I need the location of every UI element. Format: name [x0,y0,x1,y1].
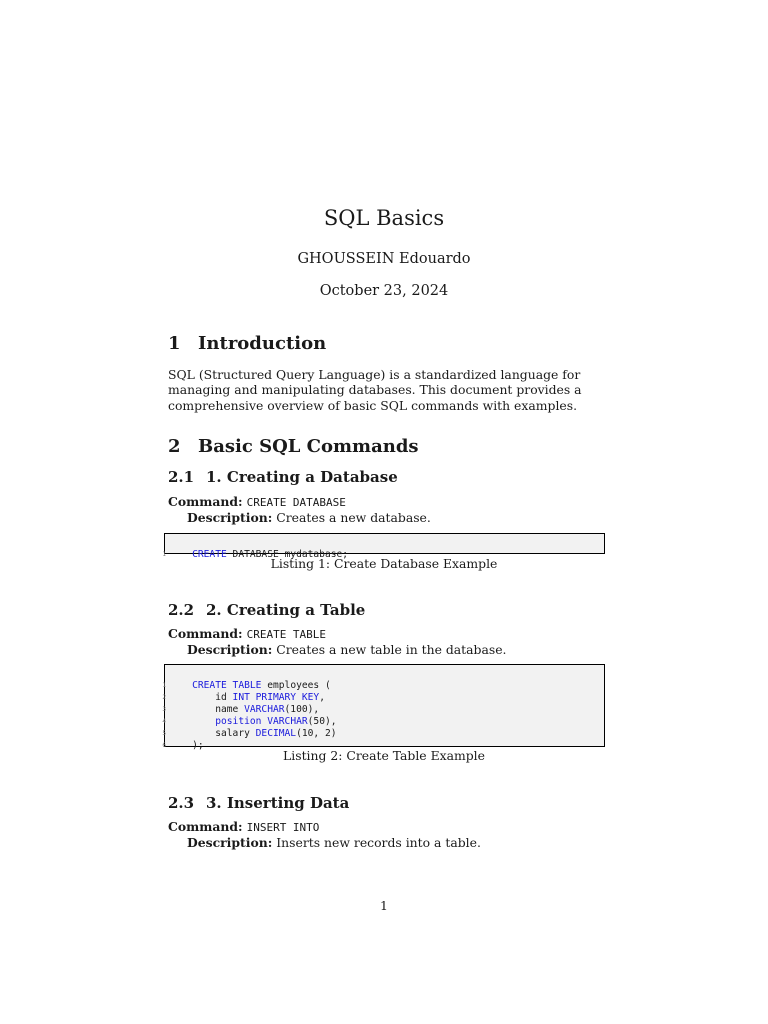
subsection-heading-create-table [168,601,365,619]
description-line [187,835,481,850]
code-listing-1 [162,533,605,560]
code-line [162,716,337,739]
code-token: id [192,692,233,703]
section-title: Basic SQL Commands [198,436,419,457]
document-date: October 23, 2024 [319,283,449,299]
subsection-number: 2.2 [168,601,195,619]
section-number: 1 [168,333,181,354]
description-label: Description: [187,642,273,657]
description-line [187,510,431,525]
code-token: employees ( [261,680,331,691]
code-token: KEY [301,692,320,703]
line-number: 1 [162,551,166,558]
code-token: DATABASE mydatabase; [226,549,349,560]
section-heading-basic-commands [168,436,419,457]
listing-caption: Listing 2: Create Table Example [283,748,485,763]
subsection-number: 2.3 [168,794,195,812]
code-token: ); [192,740,204,751]
section-title: Introduction [198,333,327,354]
subsection-number: 2.1 [168,468,195,486]
listing-caption: Listing 1: Create Database Example [270,556,498,571]
code-line [162,704,337,727]
subsection-title: 3. Inserting Data [206,794,350,812]
code-token: VARCHAR [244,704,285,715]
code-token: (50), [307,716,337,727]
subsection-heading-insert-data [168,794,349,812]
code-token: DECIMAL [255,728,297,739]
command-value: INSERT INTO [246,821,320,834]
line-number: 6 [162,742,166,749]
code-token: (10, 2) [296,728,337,739]
command-line [168,626,326,641]
command-label: Command: [168,626,243,641]
code-token: CREATE [192,549,227,560]
code-listing-2 [162,664,605,751]
line-number: 4 [162,718,166,725]
code-line [162,537,349,560]
section-heading-introduction [168,333,326,354]
description-value: Inserts new records into a table. [276,835,481,850]
description-label: Description: [187,835,273,850]
description-label: Description: [187,510,273,525]
code-token: TABLE [232,680,262,691]
command-label: Command: [168,494,243,509]
line-number: 3 [162,706,166,713]
description-value: Creates a new database. [276,510,431,525]
line-number: 5 [162,730,166,737]
document-title: SQL Basics [323,206,445,230]
code-token: CREATE [192,680,227,691]
line-number: 1 [162,682,166,689]
command-value: CREATE DATABASE [246,496,346,509]
code-token: position [215,716,262,727]
line-number: 2 [162,694,166,701]
section-number: 2 [168,436,181,457]
command-label: Command: [168,819,243,834]
subsection-title: 1. Creating a Database [206,468,398,486]
code-token: , [319,692,325,703]
command-line [168,819,319,834]
code-line [162,692,320,715]
code-token: salary [192,728,256,739]
command-line [168,494,346,509]
description-value: Creates a new table in the database. [276,642,507,657]
code-token: (100), [284,704,320,715]
code-line [162,668,331,691]
code-line [162,728,204,751]
code-token: INT [232,692,250,703]
introduction-paragraph: SQL (Structured Query Language) is a standardized language for managing and manipulating databases. This document provides a comprehensive overview of basic SQL commands with examples. [168,367,582,413]
code-token: VARCHAR [267,716,308,727]
subsection-title: 2. Creating a Table [206,601,366,619]
code-token: name [192,704,245,715]
page-number: 1 [380,898,388,913]
description-line [187,642,506,657]
code-line [162,680,325,703]
document-author: GHOUSSEIN Edouardo [297,251,471,267]
command-value: CREATE TABLE [246,628,327,641]
code-token: PRIMARY [255,692,297,703]
subsection-heading-create-database [168,468,398,486]
